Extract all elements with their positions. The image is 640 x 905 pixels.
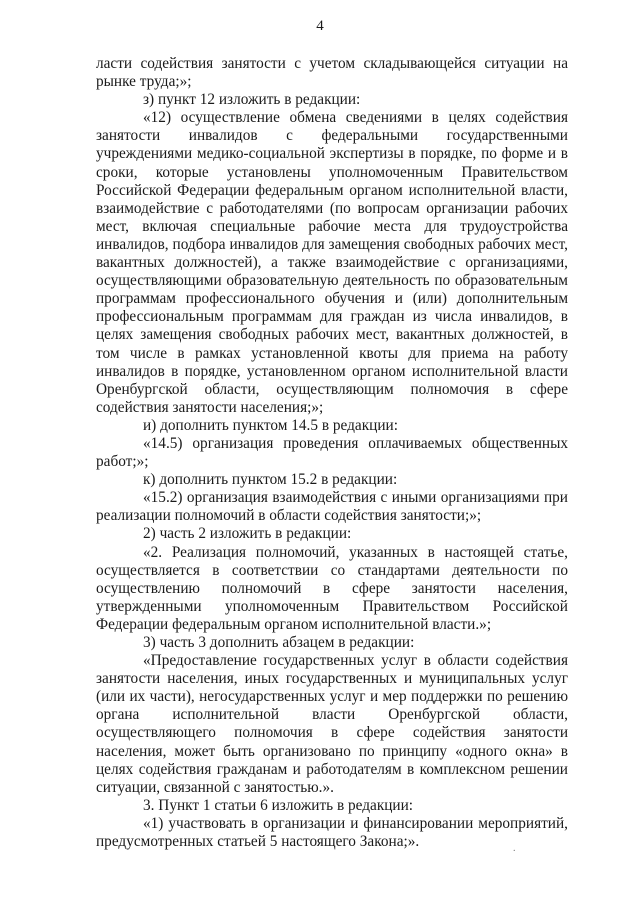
- paragraph: «12) осуществление обмена сведениями в целях содействия занятости инвалидов с федеральными государственными учреждениями медико-социальной экспертизы в порядке, по форме и в сроки, которые установлены уполномоченным Правительством Российской Федерации федеральным органом исполнительной власти, взаимодействие с работодателями (по вопросам организации рабочих мест, включая специальные рабочие места для трудоустройства инвалидов, подбора инвалидов для замещения свободных рабочих мест, вакантных должностей), а также взаимодействие с организациями, осуществляющими образовательную деятельность по образовательным программам профессионального обучения и (или) дополнительным профессиональным программам для граждан из числа инвалидов, в целях замещения свободных рабочих мест, вакантных должностей, в том числе в рамках установленной квоты для приема на работу инвалидов в порядке, установленном органом исполнительной власти Оренбургской области, осуществляющим полномочия в сфере содействия занятости населения;»;: [96, 109, 568, 416]
- document-body: [96, 55, 568, 851]
- paragraph: к) дополнить пунктом 15.2 в редакции:: [143, 471, 398, 489]
- paragraph: «14.5) организация проведения оплачиваемых общественных работ;»;: [96, 434, 568, 471]
- page-number: 4: [316, 18, 324, 34]
- paragraph: и) дополнить пунктом 14.5 в редакции:: [143, 416, 398, 434]
- paragraph: 3. Пункт 1 статьи 6 изложить в редакции:: [143, 796, 414, 814]
- paragraph: «2. Реализация полномочий, указанных в настоящей статье, осуществляется в соответствии со стандартами деятельности по осуществлению полномочий в сфере занятости населения, утвержденными уполномоченным Правительством Российской Федерации федеральным органом исполнительной власти.»;: [96, 543, 568, 633]
- paragraph: 2) часть 2 изложить в редакции:: [143, 525, 352, 543]
- paragraph: з) пункт 12 изложить в редакции:: [143, 91, 361, 109]
- paragraph: «1) участвовать в организации и финансировании мероприятий, предусмотренных статьей 5 настоящего Закона;».: [96, 814, 568, 851]
- paragraph: «Предоставление государственных услуг в области содействия занятости населения, иных государственных и муниципальных услуг (или их части), негосударственных услуг и мер поддержки по решению органа исполнительной власти Оренбургской области, осуществляющего полномочия в сфере содействия занятости населения, может быть организовано по принципу «одного окна» в целях содействия гражданам и работодателям в комплексном решении ситуации, связанной с занятостью.».: [96, 652, 568, 796]
- paragraph: 3) часть 3 дополнить абзацем в редакции:: [143, 634, 415, 651]
- paragraph: «15.2) организация взаимодействия с иными организациями при реализации полномочий в области содействия занятости;»;: [96, 489, 568, 525]
- scan-mark: .: [513, 843, 516, 854]
- paragraph: ласти содействия занятости с учетом складывающейся ситуации на рынке труда;»;: [96, 55, 568, 91]
